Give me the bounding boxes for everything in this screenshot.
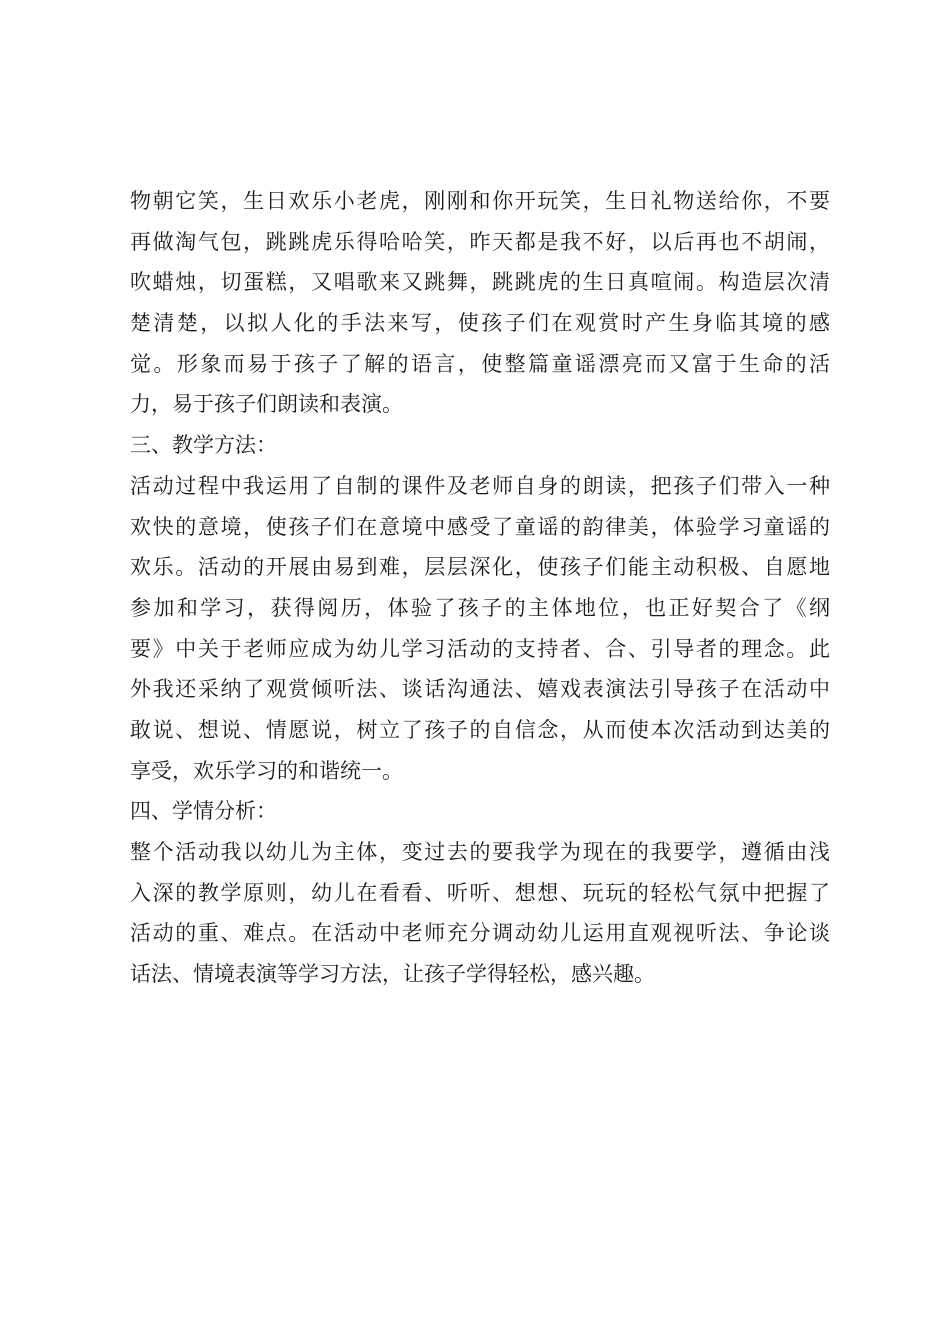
body-paragraph [130, 832, 830, 995]
text-line: 话法、情境表演等学习方法，让孩子学得轻松，感兴趣。 [130, 962, 655, 987]
text-line: 欢乐。活动的开展由易到难，层层深化，使孩子们能主动积极、自愿地 [130, 555, 830, 580]
body-paragraph [130, 181, 830, 425]
text-line: 要》中关于老师应成为幼儿学习活动的支持者、合、引导者的理念。此 [130, 636, 830, 661]
text-line: 觉。形象而易于孩子了解的语言，使整篇童谣漂亮而又富于生命的活 [130, 351, 830, 376]
text-line: 物朝它笑，生日欢乐小老虎，刚刚和你开玩笑，生日礼物送给你，不要 [130, 189, 830, 213]
section-heading [130, 791, 830, 832]
text-line: 享受，欢乐学习的和谐统一。 [130, 758, 403, 783]
text-line: 再做淘气包，跳跳虎乐得哈哈笑，昨天都是我不好，以后再也不胡闹， [130, 229, 830, 254]
heading-text: 三、教学方法： [130, 433, 277, 458]
text-line: 外我还采纳了观赏倾听法、谈话沟通法、嬉戏表演法引导孩子在活动中 [130, 677, 830, 702]
text-line: 力，易于孩子们朗读和表演。 [130, 392, 403, 417]
body-paragraph [130, 466, 830, 792]
section-heading [130, 425, 830, 466]
text-line: 欢快的意境，使孩子们在意境中感受了童谣的韵律美，体验学习童谣的 [130, 514, 830, 539]
text-line: 整个活动我以幼儿为主体，变过去的要我学为现在的我要学，遵循由浅 [130, 840, 830, 864]
text-line: 吹蜡烛，切蛋糕，又唱歌来又跳舞，跳跳虎的生日真喧闹。构造层次清 [130, 270, 830, 295]
text-line: 活动过程中我运用了自制的课件及老师自身的朗读，把孩子们带入一种 [130, 473, 830, 498]
text-line: 入深的教学原则，幼儿在看看、听听、想想、玩玩的轻松气氛中把握了 [130, 880, 830, 905]
text-line: 楚清楚，以拟人化的手法来写，使孩子们在观赏时产生身临其境的感 [130, 311, 830, 336]
document-body [130, 181, 830, 995]
text-line: 活动的重、难点。在活动中老师充分调动幼儿运用直观视听法、争论谈 [130, 921, 830, 946]
text-line: 参加和学习，获得阅历，体验了孩子的主体地位，也正好契合了《纲 [130, 595, 830, 620]
heading-text: 四、学情分析： [130, 799, 277, 824]
text-line: 敢说、想说、情愿说，树立了孩子的自信念，从而使本次活动到达美的 [130, 717, 830, 742]
